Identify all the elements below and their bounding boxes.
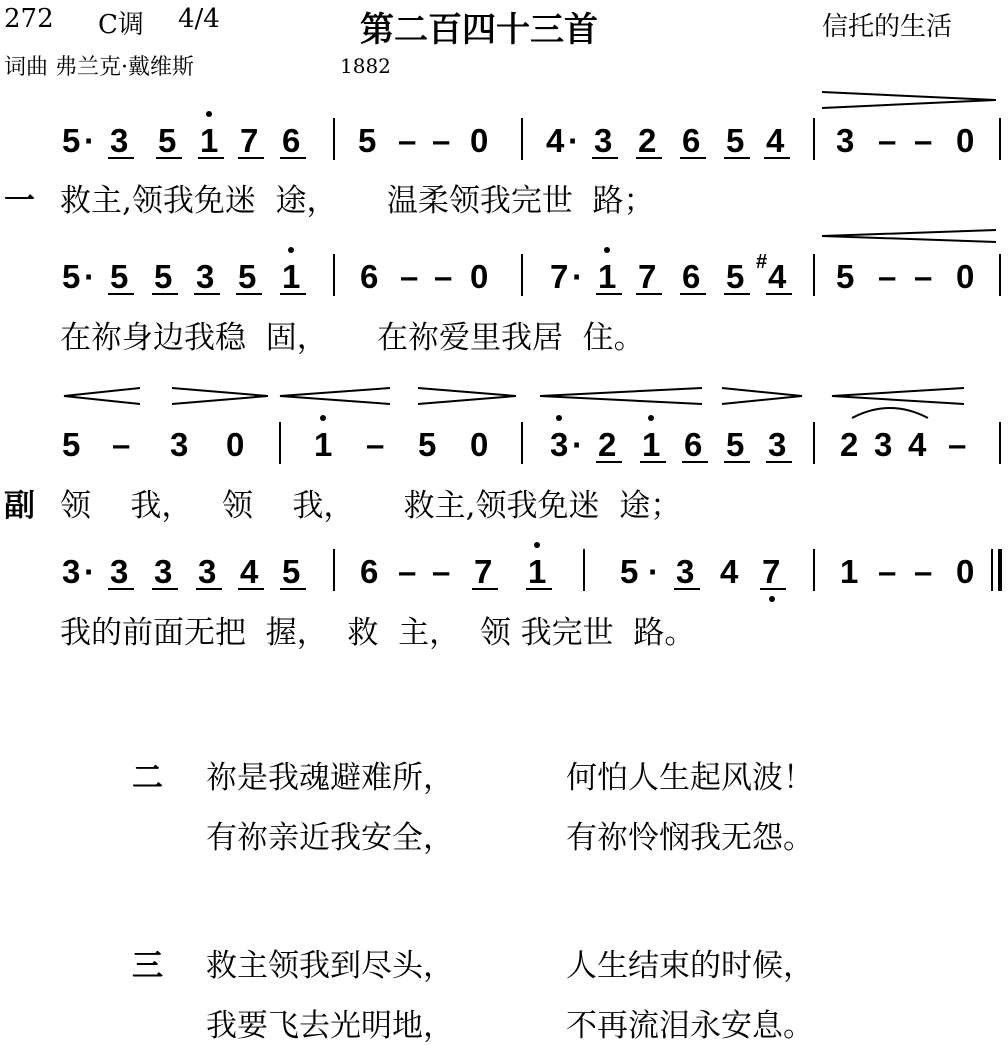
lyric-line-4: 我的前面无把 握， 救 主， 领 我完世 路。 [60, 615, 696, 651]
svg-text:6: 6 [282, 122, 301, 159]
svg-text:5: 5 [282, 553, 301, 590]
svg-text:–: – [398, 122, 417, 159]
svg-text:1: 1 [314, 426, 333, 463]
verse-label-2: 二 [132, 760, 163, 796]
svg-text:2: 2 [638, 122, 657, 159]
verse-label-1: 一 [4, 183, 35, 219]
hymn-number: 272 [4, 4, 54, 34]
svg-text:5: 5 [62, 122, 81, 159]
svg-text:5: 5 [158, 122, 177, 159]
svg-text:5: 5 [62, 258, 81, 295]
svg-text:–: – [914, 258, 933, 295]
lyric-line-1: 救主,领我免迷 途， 温柔领我完世 路； [60, 183, 655, 219]
svg-text:5: 5 [726, 122, 745, 159]
svg-text:·: · [84, 258, 95, 295]
svg-text:6: 6 [682, 258, 701, 295]
svg-text:3: 3 [110, 122, 129, 159]
year: 1882 [340, 54, 391, 78]
svg-text:·: · [572, 426, 583, 463]
svg-text:1: 1 [598, 258, 617, 295]
svg-text:1: 1 [528, 553, 547, 590]
verse-label-3: 三 [132, 948, 163, 984]
svg-text:–: – [400, 258, 419, 295]
svg-text:4: 4 [240, 553, 259, 590]
svg-text:4: 4 [720, 553, 739, 590]
time-signature: 4/4 [178, 4, 220, 34]
svg-text:·: · [572, 258, 583, 295]
svg-text:3: 3 [594, 122, 613, 159]
svg-text:7: 7 [474, 553, 493, 590]
svg-text:3: 3 [62, 553, 81, 590]
svg-text:·: · [648, 553, 659, 590]
svg-text:–: – [432, 122, 451, 159]
svg-text:0: 0 [470, 426, 489, 463]
svg-text:7: 7 [550, 258, 569, 295]
svg-text:4: 4 [766, 122, 785, 159]
svg-text:3: 3 [874, 426, 893, 463]
svg-text:4: 4 [908, 426, 927, 463]
svg-text:·: · [84, 553, 95, 590]
score-row-2 [62, 247, 1000, 296]
hymn-subtitle: 信托的生活 [822, 12, 953, 42]
svg-text:5: 5 [238, 258, 257, 295]
svg-text:0: 0 [470, 258, 489, 295]
svg-text:5: 5 [358, 122, 377, 159]
svg-text:3: 3 [154, 553, 173, 590]
svg-text:3: 3 [110, 553, 129, 590]
svg-text:3: 3 [170, 426, 189, 463]
svg-text:·: · [84, 122, 95, 159]
svg-text:5: 5 [154, 258, 173, 295]
svg-text:–: – [878, 553, 897, 590]
svg-text:0: 0 [956, 553, 975, 590]
svg-text:3: 3 [836, 122, 855, 159]
lyric-line-2: 在祢身边我稳 固， 在祢爱里我居 住。 [60, 320, 645, 356]
svg-text:3: 3 [198, 553, 217, 590]
svg-text:3: 3 [196, 258, 215, 295]
svg-text:0: 0 [470, 122, 489, 159]
svg-text:–: – [366, 426, 385, 463]
svg-text:–: – [948, 426, 967, 463]
svg-text:3: 3 [550, 426, 569, 463]
score-row-1 [62, 111, 1000, 160]
svg-text:1: 1 [200, 122, 219, 159]
key-signature: C调 [98, 10, 144, 40]
svg-text:5: 5 [62, 426, 81, 463]
svg-text:2: 2 [598, 426, 617, 463]
svg-text:5: 5 [418, 426, 437, 463]
svg-text:–: – [878, 258, 897, 295]
verse-3-line-2b: 不再流泪永安息。 [566, 1008, 814, 1044]
svg-text:–: – [434, 258, 453, 295]
svg-text:1: 1 [282, 258, 301, 295]
svg-text:0: 0 [956, 122, 975, 159]
verse-3-line-1a: 救主领我到尽头， [206, 948, 454, 984]
svg-text:6: 6 [684, 426, 703, 463]
svg-text:5: 5 [620, 553, 639, 590]
svg-text:2: 2 [840, 426, 859, 463]
svg-text:6: 6 [360, 553, 379, 590]
svg-text:6: 6 [682, 122, 701, 159]
credit: 词曲 弗兰克·戴维斯 [4, 55, 194, 80]
svg-text:3: 3 [676, 553, 695, 590]
svg-text:–: – [878, 122, 897, 159]
verse-2-line-2b: 有祢怜悯我无怨。 [566, 820, 814, 856]
svg-text:0: 0 [226, 426, 245, 463]
chorus-label: 副 [4, 488, 35, 524]
svg-text:1: 1 [642, 426, 661, 463]
svg-text:7: 7 [762, 553, 781, 590]
verse-3-line-2a: 我要飞去光明地， [206, 1008, 454, 1044]
svg-text:5: 5 [726, 258, 745, 295]
verse-2-line-2a: 有祢亲近我安全， [206, 820, 454, 856]
svg-text:1: 1 [840, 553, 859, 590]
svg-text:–: – [914, 122, 933, 159]
svg-text:6: 6 [360, 258, 379, 295]
svg-text:·: · [568, 122, 579, 159]
svg-text:7: 7 [240, 122, 259, 159]
svg-text:5: 5 [836, 258, 855, 295]
svg-text:–: – [398, 553, 417, 590]
svg-text:5: 5 [110, 258, 129, 295]
svg-text:–: – [914, 553, 933, 590]
score-row-3 [62, 415, 1000, 464]
svg-text:–: – [432, 553, 451, 590]
svg-text:4: 4 [768, 258, 787, 295]
svg-text:5: 5 [726, 426, 745, 463]
verse-2-line-1a: 祢是我魂避难所， [206, 760, 454, 796]
svg-text:–: – [112, 426, 131, 463]
verse-3-line-1b: 人生结束的时候， [566, 948, 814, 984]
svg-text:7: 7 [638, 258, 657, 295]
svg-text:0: 0 [956, 258, 975, 295]
verse-2-line-1b: 何怕人生起风波！ [566, 760, 814, 796]
score-row-4 [62, 542, 1000, 602]
lyric-line-3: 领 我， 领 我， 救主,领我免迷 途； [60, 488, 682, 524]
svg-text:#: # [756, 251, 768, 273]
page-title: 第二百四十三首 [360, 10, 598, 50]
svg-text:3: 3 [768, 426, 787, 463]
svg-text:4: 4 [546, 122, 565, 159]
